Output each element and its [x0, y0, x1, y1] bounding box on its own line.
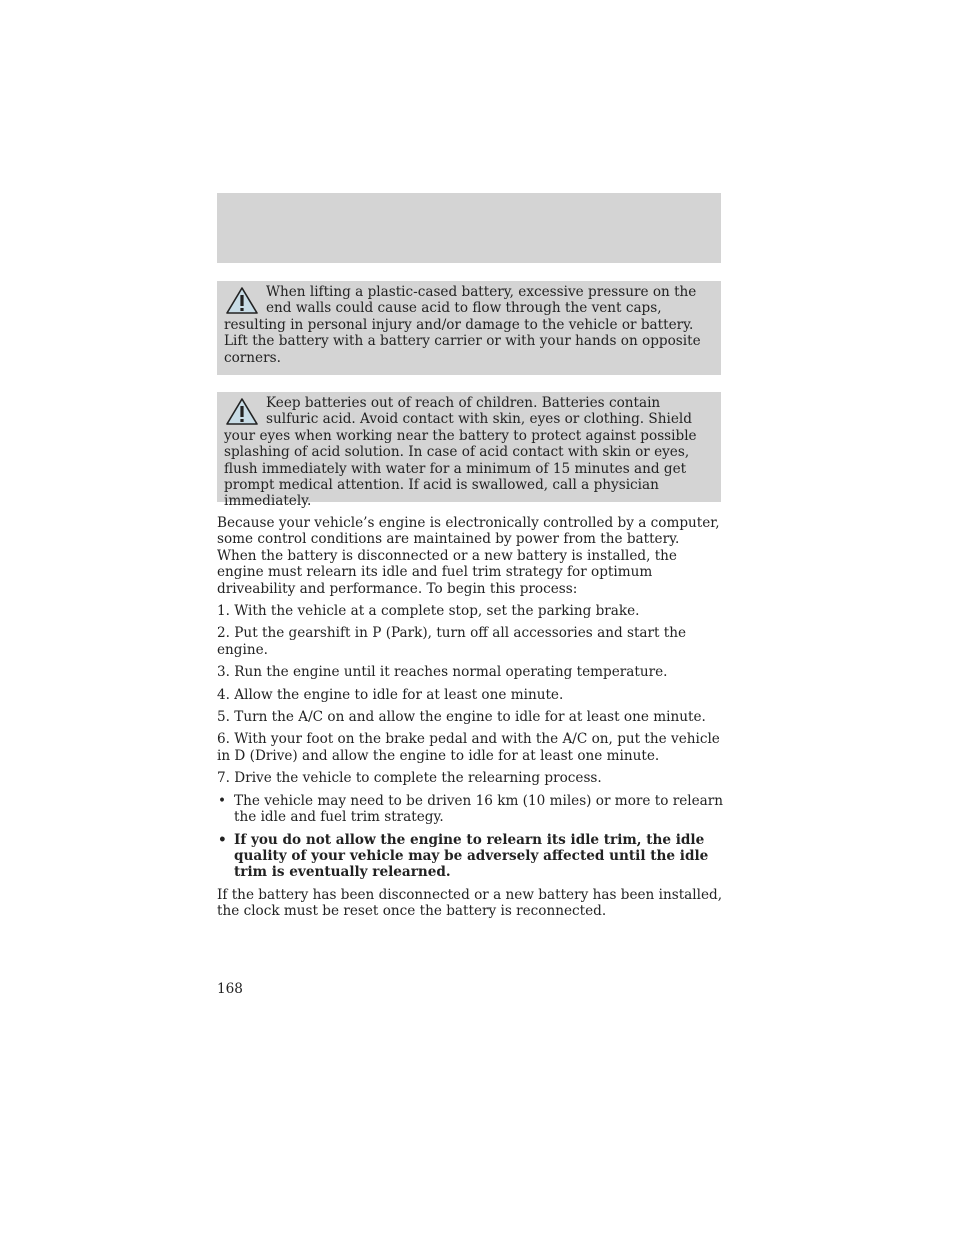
step-item: 3. Run the engine until it reaches normal operating temperature.	[217, 664, 668, 681]
warning-text: Keep batteries out of reach of children. Batteries contain sulfuric acid. Avoid contact with skin, eyes or clothing. Shield your eyes when working near the battery to protect against possible splashing of acid solution. In case of acid contact with skin or eyes, flush immediately with water for a minimum of 15 minutes and get prompt medical attention. If acid is swallowed, call a physician immediately.	[224, 395, 697, 510]
intro-paragraph: Because your vehicle’s engine is electronically controlled by a computer, some control conditions are maintained by power from the battery. When the battery is disconnected or a new battery is installed, the engine must relearn its idle and fuel trim strategy for optimum driveability and performance. To begin this process:	[217, 515, 720, 597]
step-item: 7. Drive the vehicle to complete the relearning process.	[217, 770, 602, 787]
bullet-item-bold	[217, 832, 723, 881]
bullet-glyph: •	[218, 831, 227, 848]
relearn-steps-list	[217, 603, 723, 787]
outro-paragraph: If the battery has been disconnected or a new battery has been installed, the clock must be reset once the battery is reconnected.	[217, 886, 723, 920]
page-number: 168	[217, 981, 243, 997]
warning-triangle-icon	[224, 397, 260, 427]
step-item: 5. Turn the A/C on and allow the engine to idle for at least one minute.	[217, 709, 706, 726]
warning-box-children	[217, 392, 721, 510]
warning-box-lifting	[217, 281, 721, 375]
step-item: 4. Allow the engine to idle for at least one minute.	[217, 686, 564, 703]
step-item: 2. Put the gearshift in P (Park), turn off all accessories and start the engine.	[217, 625, 687, 658]
step-item: 1. With the vehicle at a complete stop, set the parking brake.	[217, 603, 640, 620]
bullet-glyph: •	[218, 792, 227, 809]
main-content	[217, 515, 723, 926]
bullet-text: If you do not allow the engine to relearn its idle trim, the idle quality of your vehicle may be adversely affected until the idle trim is eventually relearned.	[234, 831, 709, 881]
bullet-text: The vehicle may need to be driven 16 km (10 miles) or more to relearn the idle and fuel trim strategy.	[234, 792, 724, 826]
notes-bullet-list	[217, 793, 723, 881]
warning-text: When lifting a plastic-cased battery, excessive pressure on the end walls could cause acid to flow through the vent caps, resulting in personal injury and/or damage to the vehicle or battery. Lift the battery with a battery carrier or with your hands on opposite corners.	[224, 284, 701, 366]
warning-triangle-icon	[224, 286, 260, 316]
bullet-item	[217, 793, 723, 826]
step-item: 6. With your foot on the brake pedal and with the A/C on, put the vehicle in D (Drive) and allow the engine to idle for at least one minute.	[217, 731, 720, 764]
section-header-band	[217, 193, 721, 263]
